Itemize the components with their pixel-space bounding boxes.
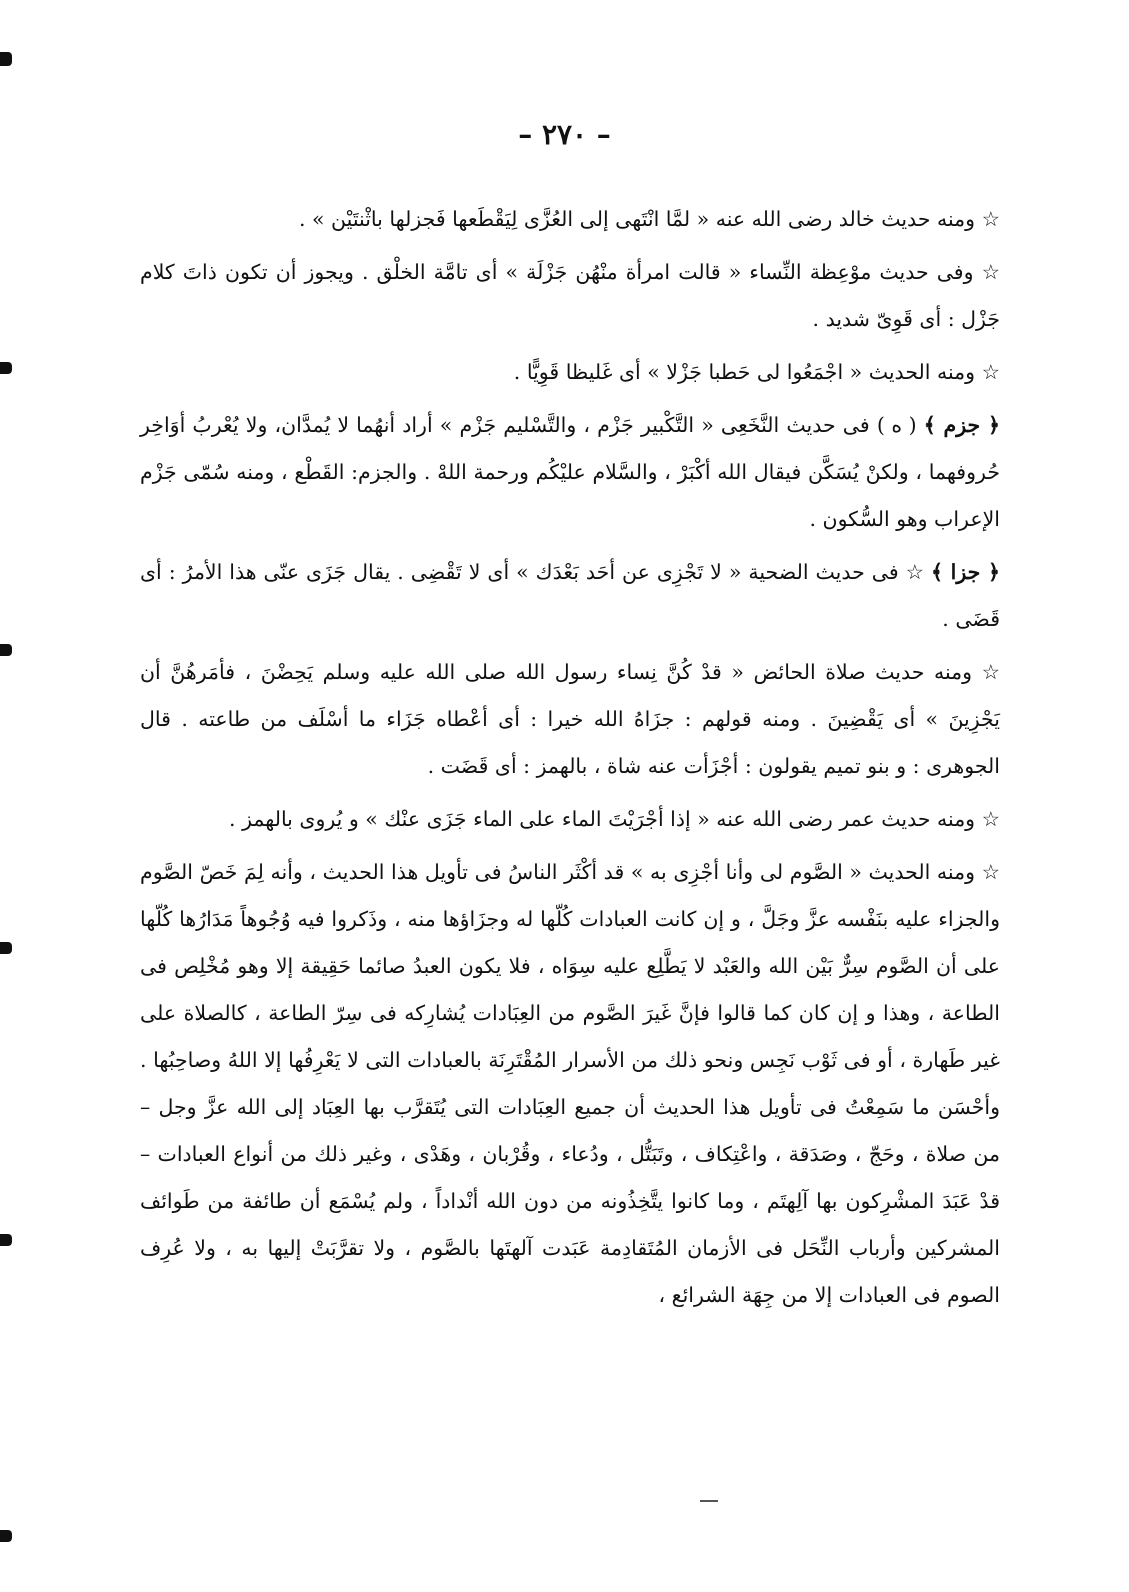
entry-headword: ﴿ جزم ﴾ [923, 413, 1000, 437]
paragraph-text: فى حديث الضحية « لا تَجْزِى عن أحَد بَعْدَك » أى لا تَقْضِى . يقال جَزَى عنّى هذا الأمرُ : أى قَضَى . [140, 560, 1000, 631]
paragraph-text: ومنه الحديث « الصَّوم لى وأنا أجْزِى به » قد أكْثَر الناسُ فى تأويل هذا الحديث ، وأنه لِمَ خَصّ الصَّوم والجزاء عليه بنَفْسه عزَّ وجَلَّ ، و إن كانت العبادات كُلّها له وجزَاؤها منه ، وذَكروا فيه وُجُوهاً مَدَارُها كُلّها على أن الصَّوم سِرٌّ بَيْن الله والعَبْد لا يَطَّلِع عليه سِوَاه ، فلا يكون العبدُ صائما حَقِيقة إلا وهو مُخْلِص فى الطاعة ، وهذا و إن كان كما قالوا فإنَّ غَيرَ الصَّوم من العِبَادات يُشارِكه فى سِرّ الطاعة ، كالصلاة على غير طَهارة ، أو فى ثَوْب نَجِس ونحو ذلك من الأسرار المُقْتَرِنَة بالعبادات التى لا يَعْرِفُها إلا اللهُ وصاحِبُها . وأحْسَن ما سَمِعْتُ فى تأويل هذا الحديث أن جميع العِبَادات التى يُتَقرَّب بها العِبَاد إلى الله عزَّ وجل – من صلاة ، وحَجّ ، وصَدَقة ، واعْتِكاف ، وتَبَتُّل ، ودُعاء ، وقُرْبان ، وهَدْى ، وغير ذلك من أنواع العبادات – قدْ عَبَدَ المشْرِكون بها آلِهتَم ، وما كانوا يتَّخِذُونه من دون الله أنْداداً ، ولم يُسْمَع أن طائفة من طَوائف المشركين وأرباب النِّحَل فى الأزمان المُتَقادِمة عَبَدت آلهتَها بالصَّوم ، ولا تقرَّبَتْ إليها به ، ولا عُرِف الصوم فى العبادات إلا من جِهَة الشرائع ، [140, 860, 1000, 1307]
star-icon: ☆ [981, 807, 1000, 831]
paragraph-text: فى حديث النَّخَعِى « التَّكْبير جَزْم ، والتَّسْليم جَزْم » أراد أنهُما لا يُمدَّان، ولا يُعْربُ أوَاخِر حُروفهما ، ولكنْ يُسَكَّن فيقال الله أكْبَرْ ، والسَّلام عليْكُم ورحمة اللهْ . والجزم: القَطْع ، ومنه سُمّى جَزْم الإعراب وهو السُّكون . [140, 413, 1000, 531]
scan-edge-mark [0, 52, 12, 66]
paragraph-text: ومنه حديث خالد رضى الله عنه « لمَّا انْتَهى إلى العُزَّى لِيَقْطَعها فَجزلها باثْنتَيْن » . [298, 207, 976, 231]
scan-edge-mark [0, 942, 12, 954]
paragraph-text: ومنه حديث صلاة الحائض « قدْ كُنَّ نِساء رسول الله صلى الله عليه وسلم يَحِضْنَ ، فأمَرهُنَّ أن يَجْزِينَ » أى يَقْضِينَ . ومنه قولهم : جزَاهُ الله خيرا : أى أعْطاه جَزَاء ما أسْلَف من طاعته . قال الجوهرى : و بنو تميم يقولون : أجْزَأت عنه شاة ، بالهمز : أى قَضَت . [140, 660, 1000, 778]
scan-mark [700, 1500, 718, 1502]
paragraph-text: وفى حديث موْعِظة النِّساء « قالت امرأة منْهُن جَزْلَة » أى تامَّة الخلْق . ويجوز أن تكون ذاتَ كلام جَزْل : أى قَوِىّ شديد . [140, 260, 1000, 331]
entry-headword: ﴿ جزا ﴾ [931, 560, 1000, 584]
paragraph-text: ومنه حديث عمر رضى الله عنه « إذا أجْرَيْتَ الماء على الماء جَزَى عنْك » و يُروى بالهمز . [229, 807, 976, 831]
paragraph [140, 249, 1000, 343]
dictionary-entry [140, 549, 1000, 643]
paragraph [140, 796, 1000, 843]
scan-edge-mark [0, 1234, 12, 1246]
page-number: – ٢٧٠ – [518, 118, 611, 151]
dictionary-entry [140, 402, 1000, 543]
entry-source-marker: ( ه ) [876, 413, 917, 437]
star-icon: ☆ [981, 660, 1000, 684]
scan-edge-mark [0, 1530, 12, 1542]
scan-edge-mark [0, 644, 12, 656]
page-content [140, 196, 1000, 1325]
star-icon: ☆ [981, 860, 1000, 884]
paragraph [140, 349, 1000, 396]
scan-edge-mark [0, 362, 12, 374]
star-icon: ☆ [981, 360, 1000, 384]
star-icon: ☆ [981, 207, 1000, 231]
star-icon: ☆ [905, 560, 925, 584]
paragraph [140, 196, 1000, 243]
paragraph-text: ومنه الحديث « اجْمَعُوا لى حَطبا جَزْلا » أى غَليظا قَوِيًّا . [513, 360, 976, 384]
star-icon: ☆ [981, 260, 1000, 284]
paragraph [140, 649, 1000, 790]
paragraph [140, 849, 1000, 1319]
